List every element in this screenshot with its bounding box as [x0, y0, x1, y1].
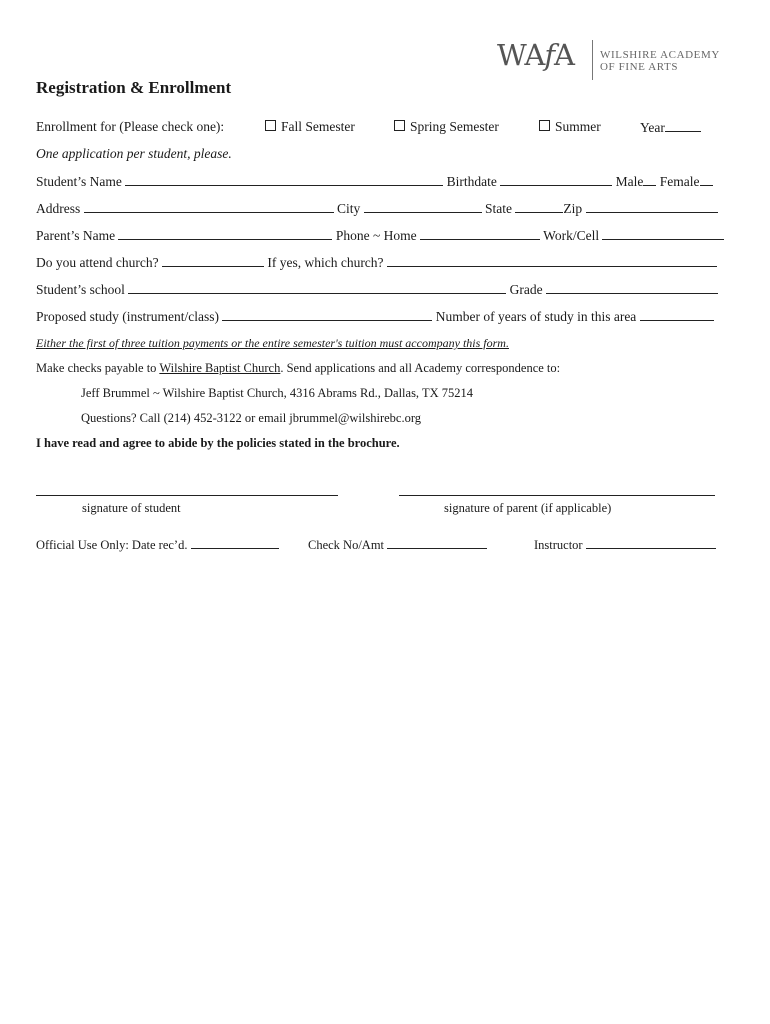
phone-home-blank[interactable]	[420, 227, 540, 240]
option-summer[interactable]	[539, 119, 601, 135]
church-label: Do you attend church?	[36, 255, 159, 270]
work-cell-blank[interactable]	[602, 227, 724, 240]
birthdate-blank[interactable]	[500, 173, 612, 186]
city-label: City	[337, 201, 361, 216]
payment-payee: Wilshire Baptist Church	[159, 361, 281, 375]
study-row	[36, 308, 714, 325]
male-label: Male	[615, 174, 644, 189]
school-row	[36, 281, 718, 298]
summer-label: Summer	[555, 119, 601, 134]
year-blank[interactable]	[665, 119, 701, 132]
official-check-label: Check No/Amt	[308, 538, 385, 552]
parent-row	[36, 227, 724, 244]
spring-label: Spring Semester	[410, 119, 499, 134]
student-name-row	[36, 173, 713, 190]
official-instructor	[534, 536, 716, 553]
year-label: Year	[640, 120, 665, 135]
logo-divider	[592, 40, 593, 80]
grade-label: Grade	[509, 282, 543, 297]
female-blank[interactable]	[700, 173, 713, 186]
zip-label: Zip	[563, 201, 583, 216]
address-blank[interactable]	[84, 200, 334, 213]
student-signature-caption: signature of student	[82, 501, 181, 515]
fall-label: Fall Semester	[281, 119, 355, 134]
which-church-blank[interactable]	[387, 254, 717, 267]
contact-questions: Questions? Call (214) 452-3122 or email jbrummel@wilshirebc.org	[81, 411, 422, 425]
parent-name-label: Parent’s Name	[36, 228, 116, 243]
logo-text	[600, 49, 720, 73]
years-label: Number of years of study in this area	[435, 309, 637, 324]
payment-instructions	[36, 361, 560, 376]
logo-wa: WA	[497, 38, 545, 72]
which-church-label: If yes, which church?	[267, 255, 384, 270]
agreement-statement: I have read and agree to abide by the policies stated in the brochure.	[36, 436, 400, 450]
fall-checkbox[interactable]	[265, 120, 276, 131]
years-blank[interactable]	[640, 308, 714, 321]
tuition-notice: Either the first of three tuition payments or the entire semester's tuition must accompany this form.	[36, 336, 509, 350]
page-title: Registration & Enrollment	[36, 78, 232, 97]
school-label: Student’s school	[36, 282, 125, 297]
logo-line-2: OF FINE ARTS	[600, 61, 679, 73]
phone-home-label: Phone ~ Home	[335, 228, 417, 243]
official-instructor-blank[interactable]	[586, 536, 716, 549]
payment-prefix: Make checks payable to	[36, 361, 160, 375]
logo-f: f	[544, 38, 555, 72]
student-name-blank[interactable]	[125, 173, 443, 186]
parent-signature-caption: signature of parent (if applicable)	[444, 501, 612, 515]
church-blank[interactable]	[162, 254, 264, 267]
male-blank[interactable]	[643, 173, 656, 186]
official-date-blank[interactable]	[191, 536, 279, 549]
student-name-label: Student’s Name	[36, 174, 122, 189]
contact-address: Jeff Brummel ~ Wilshire Baptist Church, 4316 Abrams Rd., Dallas, TX 75214	[81, 386, 473, 400]
summer-checkbox[interactable]	[539, 120, 550, 131]
state-blank[interactable]	[515, 200, 563, 213]
year-field[interactable]	[640, 119, 701, 136]
work-cell-label: Work/Cell	[543, 228, 600, 243]
school-blank[interactable]	[128, 281, 506, 294]
enrollment-label: Enrollment for (Please check one):	[36, 119, 225, 134]
address-row	[36, 200, 718, 217]
parent-name-blank[interactable]	[118, 227, 332, 240]
official-date	[36, 536, 279, 553]
wafa-logo-mark	[497, 38, 574, 72]
logo-line-1: WILSHIRE ACADEMY	[600, 49, 720, 61]
zip-blank[interactable]	[586, 200, 718, 213]
study-label: Proposed study (instrument/class)	[36, 309, 219, 324]
birthdate-label: Birthdate	[446, 174, 497, 189]
address-label: Address	[36, 201, 81, 216]
city-blank[interactable]	[364, 200, 482, 213]
state-label: State	[485, 201, 513, 216]
official-instructor-label: Instructor	[534, 538, 583, 552]
grade-blank[interactable]	[546, 281, 718, 294]
student-signature-line[interactable]	[36, 495, 338, 496]
female-label: Female	[659, 174, 700, 189]
parent-signature-line[interactable]	[399, 495, 715, 496]
option-fall[interactable]	[265, 119, 355, 135]
payment-suffix: . Send applications and all Academy correspondence to:	[280, 361, 561, 375]
option-spring[interactable]	[394, 119, 499, 135]
spring-checkbox[interactable]	[394, 120, 405, 131]
official-check	[308, 536, 487, 553]
church-row	[36, 254, 717, 271]
official-date-label: Official Use Only: Date rec’d.	[36, 538, 188, 552]
official-check-blank[interactable]	[387, 536, 487, 549]
study-blank[interactable]	[222, 308, 432, 321]
logo-a: A	[554, 38, 574, 72]
subtitle: One application per student, please.	[36, 146, 232, 161]
